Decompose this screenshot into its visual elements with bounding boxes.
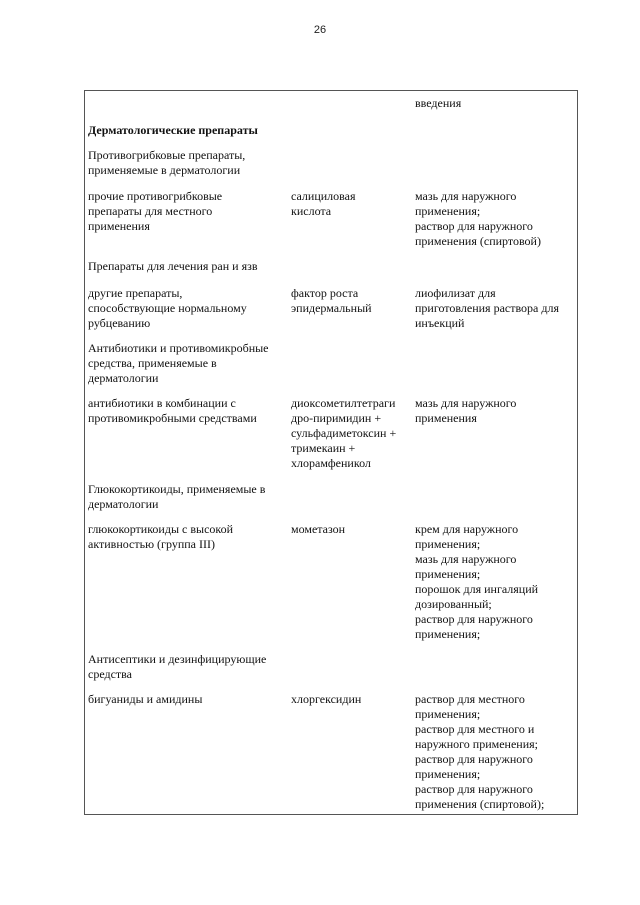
drug-table [84, 90, 578, 815]
cell-form: раствор для местного применения; раствор для местного и наружного применения; раствор для наружного применения; раствор для наружного применения (спиртовой); [415, 692, 545, 811]
cell-substance: хлоргексидин [291, 692, 362, 706]
page-number: 26 [313, 24, 327, 36]
cell-form: лиофилизат для приготовления раствора для инъекций [415, 286, 559, 330]
cell-form: введения [415, 96, 462, 110]
cell-group: глюкокортикоиды с высокой активностью (группа III) [88, 522, 234, 551]
cell-group: другие препараты, способствующие нормальному рубцеванию [88, 286, 247, 330]
cell-group: Препараты для лечения ран и язв [88, 259, 258, 273]
section-title: Дерматологические препараты [88, 123, 258, 137]
cell-form: мазь для наружного применения; раствор для наружного применения (спиртовой) [415, 189, 541, 248]
cell-substance: диоксометилтетраги дро-пиримидин + сульфадиметоксин + тримекаин + хлорамфеникол [291, 396, 397, 470]
cell-group: Противогрибковые препараты, применяемые в дерматологии [88, 148, 246, 177]
cell-group: антибиотики в комбинации с противомикробными средствами [88, 396, 257, 425]
cell-form: мазь для наружного применения [415, 396, 517, 425]
cell-group: Антибиотики и противомикробные средства, применяемые в дерматологии [88, 341, 269, 385]
cell-group: Антисептики и дезинфицирующие средства [88, 652, 267, 681]
cell-group: прочие противогрибковые препараты для местного применения [88, 189, 223, 233]
cell-form: крем для наружного применения; мазь для наружного применения; порошок для ингаляций дозированный; раствор для наружного применения; [415, 522, 539, 641]
cell-substance: салициловая кислота [291, 189, 356, 218]
cell-group: бигуаниды и амидины [88, 692, 203, 706]
cell-substance: фактор роста эпидермальный [291, 286, 372, 315]
cell-group: Глюкокортикоиды, применяемые в дерматологии [88, 482, 266, 511]
cell-substance: мометазон [291, 522, 346, 536]
